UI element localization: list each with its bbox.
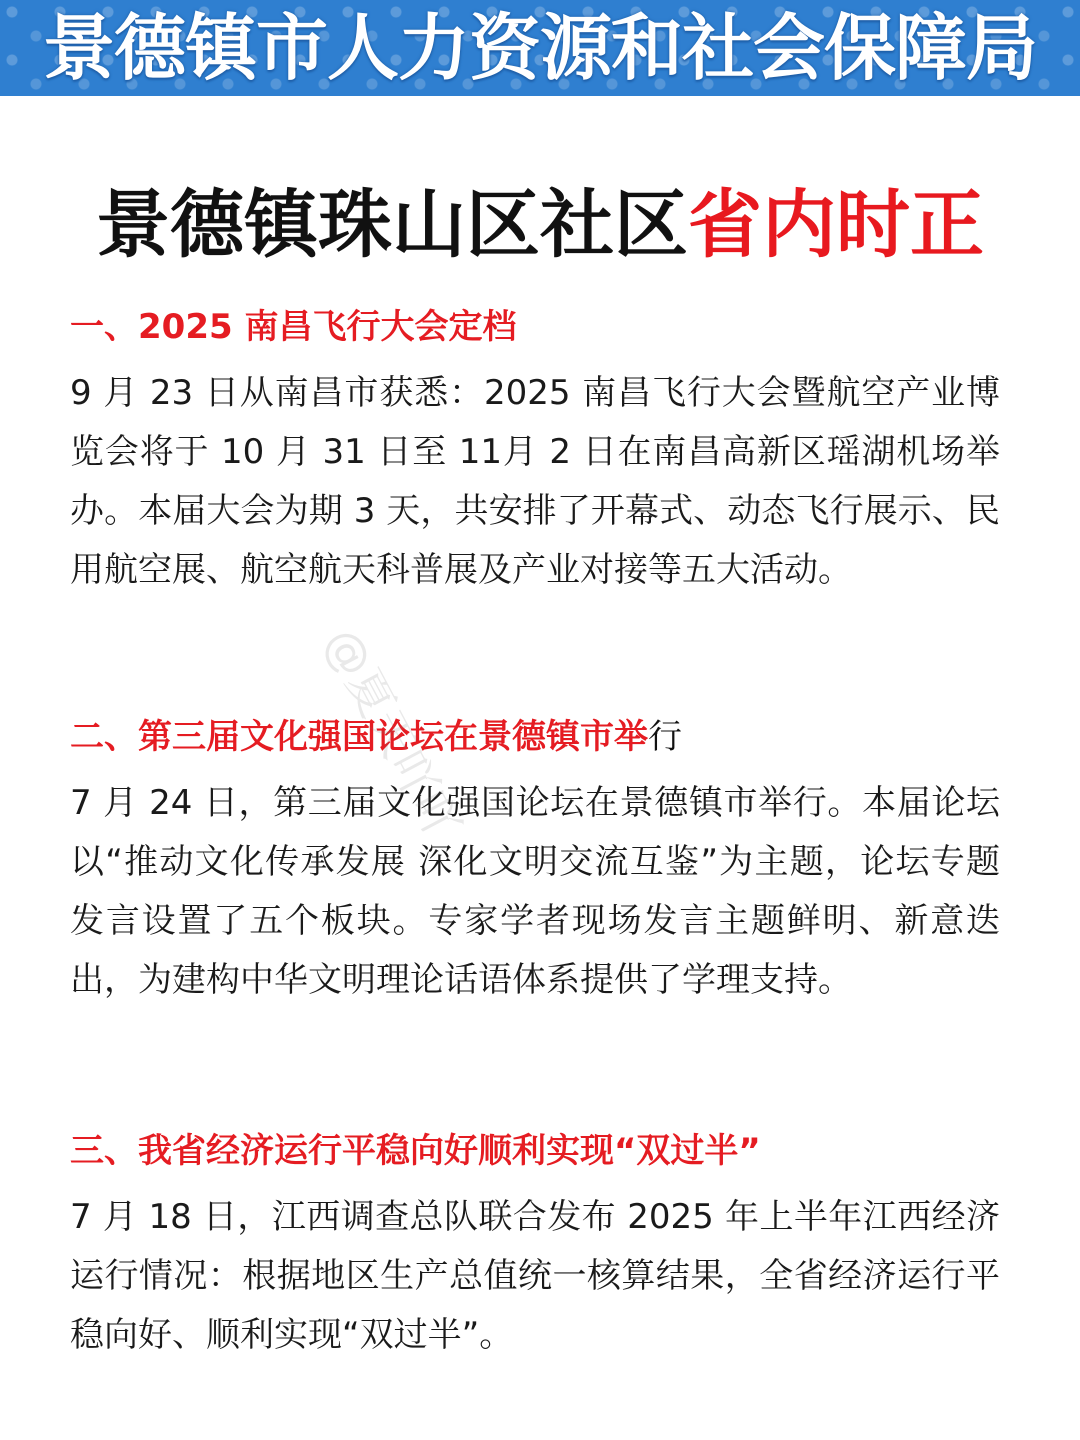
banner-title: 景德镇市人力资源和社会保障局 [42,6,1037,90]
section-heading [70,714,1000,760]
section-body: 7 月 24 日，第三届文化强国论坛在景德镇市举行。本届论坛以“推动文化传承发展 深化文明交流互鉴”为主题，论坛专题发言设置了五个板块。专家学者现场发言主题鲜明、新意迭出，为建构中华文明理论话语体系提供了学理支持。 [70,783,1000,1000]
section-heading-text: 二、第三届文化强国论坛在景德镇市举 [70,717,648,757]
section-heading-text: 三、我省经济运行平稳向好顺利实现“双过半” [70,1131,761,1171]
news-section-3 [70,1128,1000,1365]
page-title-red: 省内时正 [688,182,984,268]
section-heading [70,304,1000,350]
section-body: 7 月 18 日，江西调查总队联合发布 2025 年上半年江西经济运行情况：根据地区生产总值统一核算结果，全省经济运行平稳向好、顺利实现“双过半”。 [70,1197,1000,1355]
section-heading-tail: 行 [648,717,682,757]
news-section-2 [70,714,1000,1010]
section-body: 9 月 23 日从南昌市获悉：2025 南昌飞行大会暨航空产业博览会将于 10 月 31 日至 11月 2 日在南昌高新区瑶湖机场举办。本届大会为期 3 天，共安排了开幕式、动态飞行展示、民用航空展、航空航天科普展及产业对接等五大活动。 [70,373,1000,590]
section-heading-text: 一、2025 南昌飞行大会定档 [70,307,517,347]
section-heading [70,1128,1000,1174]
page-title [0,180,1080,270]
header-banner [0,0,1080,96]
news-section-1 [70,304,1000,600]
page-title-black: 景德镇珠山区社区 [96,182,688,268]
watermark: @夏天吖吖 [314,619,471,848]
